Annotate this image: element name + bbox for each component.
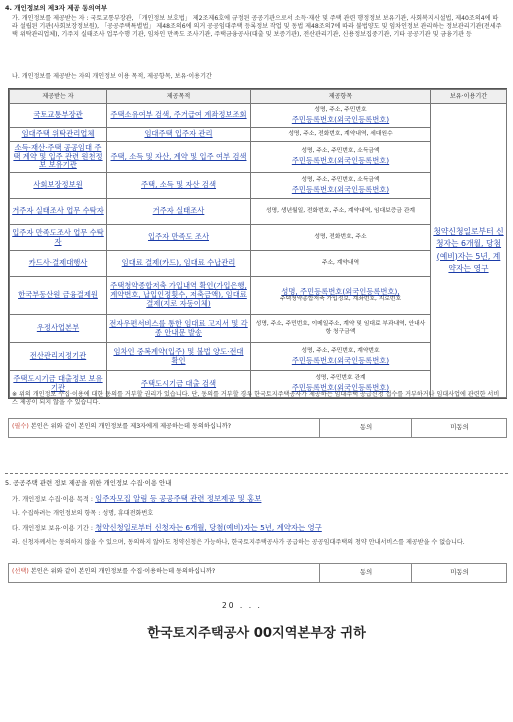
recipient-cell: 입주자 만족도조사 업무 수탁자 [10,225,107,251]
recipient-cell: 임대주택 위탁관리업체 [10,128,107,142]
purpose-cell: 임대료 결제(카드), 임대료 수납관리 [107,251,251,277]
consent-question-text: 본인은 위와 같이 본인의 개인정보를 수집·이용하는데 동의하십니까? [30,568,216,575]
recipient-cell: 전산관리지정기관 [10,343,107,371]
agree-label: 동의 [359,423,373,431]
section5-title: 5. 공공주택 관련 정보 제공을 위한 개인정보 수집·이용 안내 [5,479,172,487]
recipient-cell: 거주자 실태조사 업무 수탁자 [10,199,107,225]
purpose-label: 가. 개인정보 수집·이용 목적 : [12,496,94,503]
purpose-cell: 주택도시기금 대출 검색 [107,371,251,398]
items-cell [251,251,431,277]
items-line: 성명, 주소, 주민번호 [314,106,367,113]
items-line: 주소, 계약내역 [321,259,360,266]
addressee-signature: 한국토지주택공사 00지역본부장 귀하 [147,626,366,641]
section-divider [5,473,508,474]
items-cell [251,173,431,199]
header-retention: 보유·이용기간 [431,90,507,104]
items-line: 주택청약종합저축 가입정보, 계좌번호, 지로번호 [279,296,402,303]
header-recipient: 제공받는 자 [10,90,107,104]
items-line: 성명, 주소, 전화번호, 계약내역, 세대원수 [288,130,393,137]
items-line: 주민등록번호(외국인등록번호) [291,184,390,194]
items-line: 주민등록번호(외국인등록번호) [291,383,390,393]
items-line: 성명, 생년월일, 전화번호, 주소, 계약내역, 임대보증금 관계 [265,207,416,214]
section4-purpose-label: 나. 개인정보를 제공받는 자의 개인정보 이용 목적, 제공항목, 보유·이용기간 [12,73,212,80]
purpose-cell: 임차인 중복계약(입주) 및 불법 양도·전대 확인 [107,343,251,371]
retention-cell: 청약신청일로부터 신청자는 6개월, 당첨(예비)자는 5년, 계약자는 영구 [431,104,507,398]
items-cell [251,128,431,142]
recipients-label: 가. 개인정보를 제공받는 자 : [12,15,89,22]
purpose-cell: 입주자 만족도 조사 [107,225,251,251]
required-mark: (필수) [12,423,29,430]
purpose-cell: 거주자 실태조사 [107,199,251,225]
items-cell [251,199,431,225]
items-line: 주민등록번호(외국인등록번호) [291,156,390,166]
purpose-cell: 주택, 소득 및 자산 검색 [107,173,251,199]
items-line: 성명, 주민등록번호(외국인등록번호), [281,286,400,296]
recipient-cell: 소득·재산·주택 공공임대 주택 계약 및 입주 관련 원천정보 보유기관 [10,142,107,173]
purpose-cell: 전자우편서비스를 통한 임대료 고지서 및 각종 안내문 발송 [107,315,251,343]
recipient-cell: 주택도시기금 대출정보 보유기관 [10,371,107,398]
items-line: 성명, 주민번호 관계 [315,375,366,382]
agree-label: 동의 [359,568,373,576]
purpose-cell: 임대주택 입주자 관리 [107,128,251,142]
optional-mark: (선택) [12,568,29,575]
section4-title: 4. 개인정보의 제3자 제공 동의여부 [5,4,108,12]
consent-question-text: 본인은 위와 같이 본인의 개인정보를 제3자에게 제공하는데 동의하십니까? [30,423,232,430]
items-line: 성명, 주소, 주민번호, 소득금액 [301,148,380,155]
retention-label: 다. 개인정보 보유·이용 기간 : [12,525,94,532]
recipients-text: 국토교통부장관, 「개인정보 보호법」 제2조제6호에 규정된 공공기관으로서 소득·재산 및 주택 관련 행정정보 보유기관, 사회복지시설법, 제40조의4에 따라 설립된 기관(사회보장정보원), 「공공주택특별법」 제48조의6에 의거 공공임대주택 등록정보 작업 및 동법 제48조의7에 따라 불법양도 및 임차인정보 관리하는 정보관리기관(전세주택 위탁관리업체), 기주지 실태조사 업무수행 기관, 임차인 만족도 조사기관, 주택금융공사(대출 및 보증기관), 전산관리기관, 신용정보집중기관, 기타 공공기관 및 금융기관 등 [12,15,502,39]
consent-question [12,568,215,576]
disagree-checkbox[interactable] [411,564,507,582]
items-line: 성명, 주소, 주민번호, 이메일주소, 계약 및 임대료 부과내역, 안내사항 청구금액 [255,320,426,335]
consent-question [12,423,231,431]
agree-checkbox[interactable] [319,564,412,582]
date-line: 20 . . . [222,601,262,610]
items-cell [251,142,431,173]
purpose-value: 임주자모집 알림 등 공공주택 관련 정보제공 및 홍보 [95,494,262,503]
recipient-cell: 국토교통부장관 [10,104,107,128]
section5-consent-row [8,563,507,583]
provision-table [8,88,507,399]
section5-items-line: 나. 수집하려는 개인정보의 항목 : 성명, 휴대전화번호 [12,510,154,517]
disagree-label: 미동의 [450,568,469,576]
header-items: 제공항목 [251,90,431,104]
items-line: 성명, 주소, 주민번호, 계약번호 [301,347,380,354]
disagree-checkbox[interactable] [411,419,507,437]
recipient-cell: 사회보장정보원 [10,173,107,199]
items-cell [251,343,431,371]
purpose-cell: 주택소유여부 검색, 주거급여 계좌정보조회 [107,104,251,128]
items-cell [251,315,431,343]
recipient-cell: 한국부동산원 금융결제원 [10,277,107,315]
items-line: 주민등록번호(외국인등록번호) [291,355,390,365]
retention-value: 청약신청일로부터 신청자는 6개월, 당첨(예비)자는 5년, 계약자는 영구 [95,523,322,532]
table-row [10,104,507,128]
items-line: 주민등록번호(외국인등록번호) [291,114,390,124]
items-cell [251,104,431,128]
items-cell [251,225,431,251]
recipient-cell: 우정사업본부 [10,315,107,343]
section4-footnote: ※ 위의 개인정보 수집·이용에 대한 동의를 거부할 권리가 있습니다. 단, 동의를 거부할 경우 한국토지주택공사가 제공하는 임대주택 공급신청 접수를 거부하거나 임대사업에 관련한 서비스 제공이 되지 않을 수 있습니다. [12,391,500,407]
items-line: 성명, 전화번호, 주소 [314,233,367,240]
section4-recipients-intro [12,15,504,61]
items-cell [251,277,431,315]
section5-refusal-note: 라. 신청자께서는 동의하지 않을 수 있으며, 동의하지 않아도 청약신청은 가능하나, 한국토지주택공사가 공급하는 공공임대주택의 청약 안내서비스를 제공받을 수 없습니다. [12,539,465,546]
purpose-cell: 주택, 소득 및 자산, 계약 및 입주 여부 검색 [107,142,251,173]
section5-purpose-line [12,494,504,504]
items-line: 성명, 주소, 주민번호, 소득금액 [301,176,380,183]
section4-consent-row [8,418,507,438]
disagree-label: 미동의 [450,423,469,431]
section5-retention-line [12,523,504,533]
recipient-cell: 카드사·결제대행사 [10,251,107,277]
agree-checkbox[interactable] [319,419,412,437]
table-header-row [10,90,507,104]
header-purpose: 제공목적 [107,90,251,104]
purpose-cell: 주택청약종합저축 가입내역 확인(가입은행, 계약번호, 납입인정횟수, 저축금액), 임대료 결제(지로 자동이체) [107,277,251,315]
